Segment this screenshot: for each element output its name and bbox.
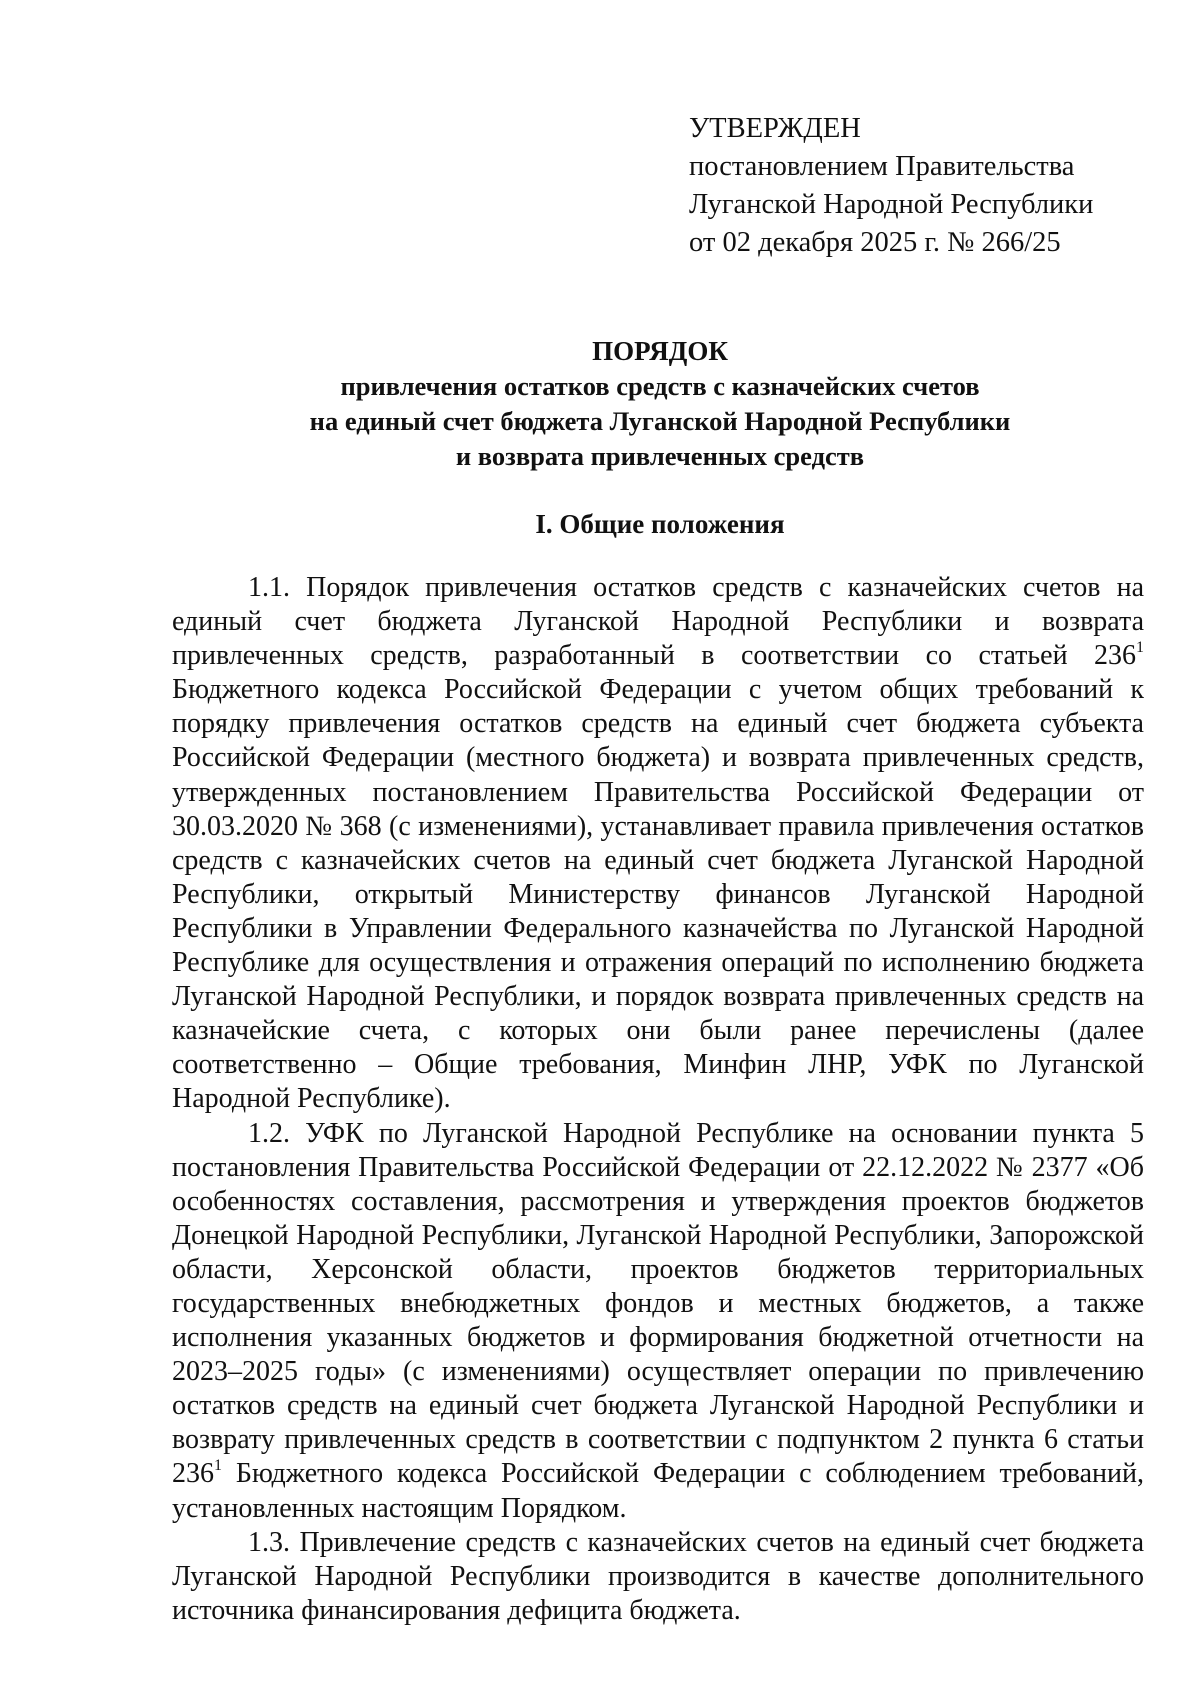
superscript: 1 (1136, 639, 1144, 657)
paragraph-number: 1.2. (248, 1117, 290, 1149)
document-title (170, 334, 1150, 474)
section-heading: I. Общие положения (535, 509, 785, 539)
superscript: 1 (214, 1457, 222, 1475)
approval-line-1: УТВЕРЖДЕН (689, 113, 861, 144)
paragraph-text: УФК по Луганской Народной Республике на основании пункта 5 постановления Правительства Российской Федерации от 22.12.2022 № 2377 «Об особенностях составления, рассмотрения и утверждения проектов бюджетов Донецкой Народной Республики, Луганской Народной Республики, Запорожской области, Херсонской области, проектов бюджетов территориальных государственных внебюджетных фондов и местных бюджетов, а также исполнения указанных бюджетов и формирования бюджетной отчетности на 2023–2025 годы» (с изменениями) осуществляет операции по привлечению остатков средств на единый счет бюджета Луганской Народной Республики и возврату привлеченных средств в соответствии с подпунктом 2 пункта 6 статьи 236 (172, 1117, 1145, 1490)
approval-stamp (689, 110, 1093, 262)
paragraph-text: Привлечение средств с казначейских счетов на единый счет бюджета Луганской Народной Республики производится в качестве дополнительного источника финансирования дефицита бюджета. (172, 1526, 1145, 1626)
paragraph-1-2 (172, 1117, 1144, 1526)
paragraph-1-1 (172, 571, 1144, 1117)
paragraph-number: 1.3. (248, 1526, 290, 1558)
paragraph-text: Бюджетного кодекса Российской Федерации с учетом общих требований к порядку привлечения остатков средств на единый счет бюджета субъекта Российской Федерации (местного бюджета) и возврата привлеченных средств, утвержденных постановлением Правительства Российской Федерации от 30.03.2020 № 368 (с изменениями), устанавливает правила привлечения остатков средств с казначейских счетов на единый счет бюджета Луганской Народной Республики, открытый Министерству финансов Луганской Народной Республики в Управлении Федерального казначейства по Луганской Народной Республике для осуществления и отражения операций по исполнению бюджета Луганской Народной Республики, и порядок возврата привлеченных средств на казначейские счета, с которых они были ранее перечислены (далее соответственно – Общие требования, Минфин ЛНР, УФК по Луганской Народной Республике). (172, 674, 1144, 1115)
paragraph-number: 1.1. (248, 572, 290, 603)
title-line-2: на единый счет бюджета Луганской Народной Республики (309, 406, 1011, 436)
approval-line-4: от 02 декабря 2025 г. № 266/25 (689, 227, 1061, 258)
paragraph-1-3 (172, 1526, 1144, 1628)
paragraph-text: Бюджетного кодекса Российской Федерации с соблюдением требований, установленных настоящим Порядком. (172, 1458, 1144, 1524)
approval-line-2: постановлением Правительства (689, 151, 1075, 182)
title-line-3: и возврата привлеченных средств (455, 441, 865, 471)
title-main: ПОРЯДОК (592, 336, 728, 366)
title-line-1: привлечения остатков средств с казначейских счетов (340, 371, 980, 401)
approval-line-3: Луганской Народной Республики (689, 189, 1094, 220)
document-body (172, 571, 1144, 1628)
paragraph-text: Порядок привлечения остатков средств с казначейских счетов на единый счет бюджета Луганской Народной Республики и возврата привлеченных средств, разработанный в соответствии со статьей 236 (172, 572, 1145, 672)
